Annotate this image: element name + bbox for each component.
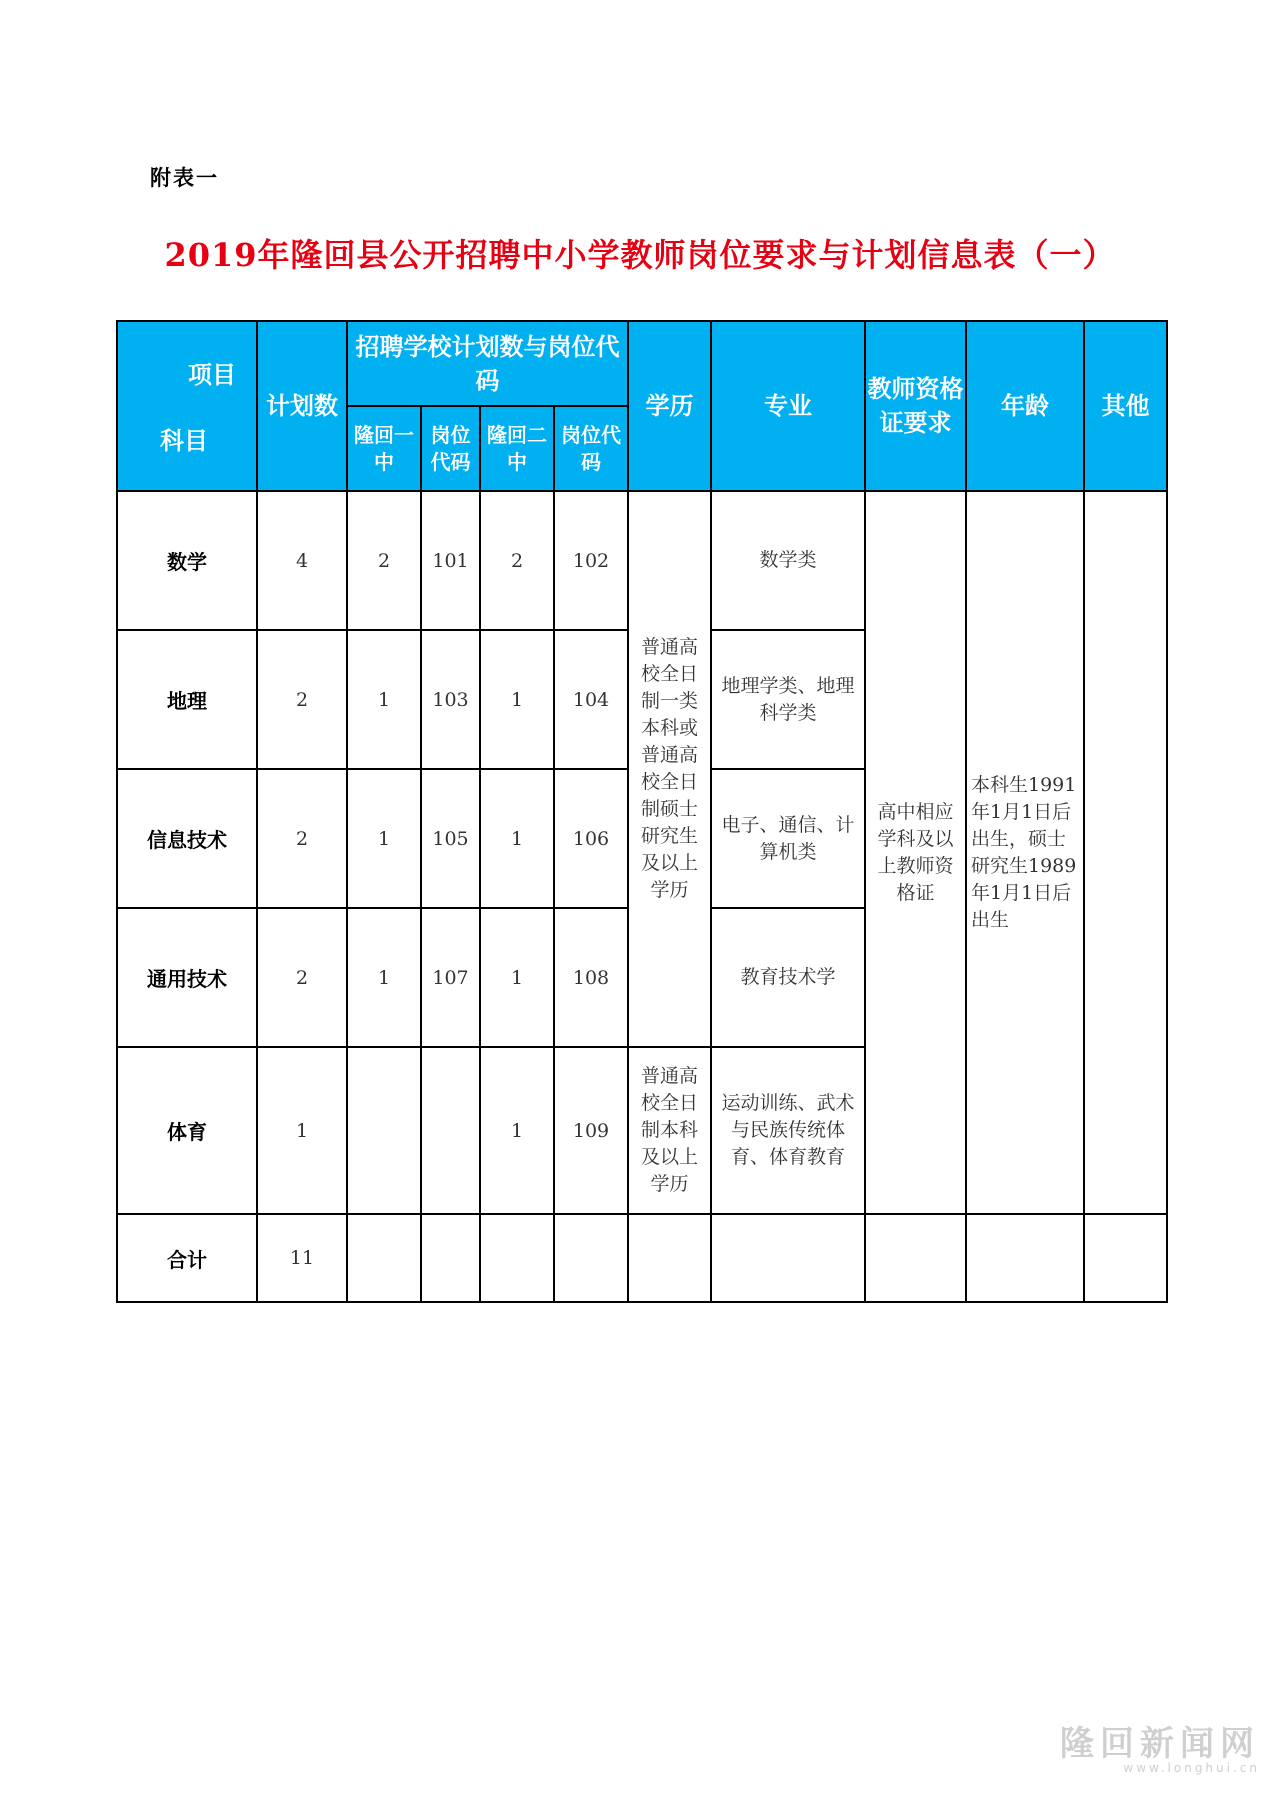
school2-count-cell: 1 xyxy=(480,908,554,1047)
education-requirement: 普通高校全日制一类本科或普通高校全日制硕士研究生及以上学历 xyxy=(628,491,711,1047)
header-school-longhui-2: 隆回二中 xyxy=(480,406,554,491)
subject-cell: 体育 xyxy=(117,1047,257,1214)
code2-cell: 102 xyxy=(554,491,628,630)
header-schools-group: 招聘学校计划数与岗位代码 xyxy=(347,321,628,406)
major-cell: 运动训练、武术与民族传统体育、体育教育 xyxy=(711,1047,865,1214)
recruitment-table xyxy=(116,320,1168,1303)
school2-count-cell: 1 xyxy=(480,1047,554,1214)
subject-cell: 地理 xyxy=(117,630,257,769)
major-cell: 电子、通信、计算机类 xyxy=(711,769,865,908)
diagonal-header-cell xyxy=(117,321,257,491)
school2-count-cell: 1 xyxy=(480,769,554,908)
certificate-requirement: 高中相应学科及以上教师资格证 xyxy=(865,491,966,1214)
total-label: 合计 xyxy=(117,1214,257,1302)
major-cell: 地理学类、地理科学类 xyxy=(711,630,865,769)
header-plan-count: 计划数 xyxy=(257,321,347,491)
subject-cell: 通用技术 xyxy=(117,908,257,1047)
annex-label: 附表一 xyxy=(150,165,219,190)
code1-cell xyxy=(421,1047,480,1214)
code1-cell: 105 xyxy=(421,769,480,908)
major-cell: 教育技术学 xyxy=(711,908,865,1047)
site-watermark xyxy=(1060,1716,1260,1775)
page-title: 2019年隆回县公开招聘中小学教师岗位要求与计划信息表（一） xyxy=(164,236,1116,274)
table-row xyxy=(117,491,1167,630)
school1-count-cell: 1 xyxy=(347,769,421,908)
header-position-code-2: 岗位代码 xyxy=(554,406,628,491)
school1-count-cell: 1 xyxy=(347,908,421,1047)
header-subject: 科目 xyxy=(160,426,208,455)
plan-cell: 2 xyxy=(257,908,347,1047)
code2-cell: 109 xyxy=(554,1047,628,1214)
subject-cell: 信息技术 xyxy=(117,769,257,908)
plan-cell: 1 xyxy=(257,1047,347,1214)
header-other: 其他 xyxy=(1084,321,1167,491)
school2-count-cell: 1 xyxy=(480,630,554,769)
plan-cell: 2 xyxy=(257,769,347,908)
code1-cell: 107 xyxy=(421,908,480,1047)
code1-cell: 101 xyxy=(421,491,480,630)
header-major: 专业 xyxy=(711,321,865,491)
subject-cell: 数学 xyxy=(117,491,257,630)
header-school-longhui-1: 隆回一中 xyxy=(347,406,421,491)
code2-cell: 104 xyxy=(554,630,628,769)
header-education: 学历 xyxy=(628,321,711,491)
watermark-name: 隆回新闻网 xyxy=(1060,1724,1260,1764)
plan-cell: 4 xyxy=(257,491,347,630)
school1-count-cell xyxy=(347,1047,421,1214)
total-row xyxy=(117,1214,1167,1302)
major-cell: 数学类 xyxy=(711,491,865,630)
education-requirement-pe: 普通高校全日制本科及以上学历 xyxy=(628,1047,711,1214)
header-age: 年龄 xyxy=(966,321,1084,491)
header-item: 项目 xyxy=(188,360,236,389)
watermark-url: www.longhui.cn xyxy=(1123,1761,1260,1775)
age-requirement: 本科生1991年1月1日后出生，硕士研究生1989年1月1日后出生 xyxy=(966,491,1084,1214)
plan-cell: 2 xyxy=(257,630,347,769)
total-plan: 11 xyxy=(257,1214,347,1302)
school1-count-cell: 2 xyxy=(347,491,421,630)
school1-count-cell: 1 xyxy=(347,630,421,769)
code1-cell: 103 xyxy=(421,630,480,769)
header-certificate: 教师资格证要求 xyxy=(865,321,966,491)
header-position-code-1: 岗位代码 xyxy=(421,406,480,491)
school2-count-cell: 2 xyxy=(480,491,554,630)
other-cell xyxy=(1084,491,1167,1214)
code2-cell: 108 xyxy=(554,908,628,1047)
code2-cell: 106 xyxy=(554,769,628,908)
